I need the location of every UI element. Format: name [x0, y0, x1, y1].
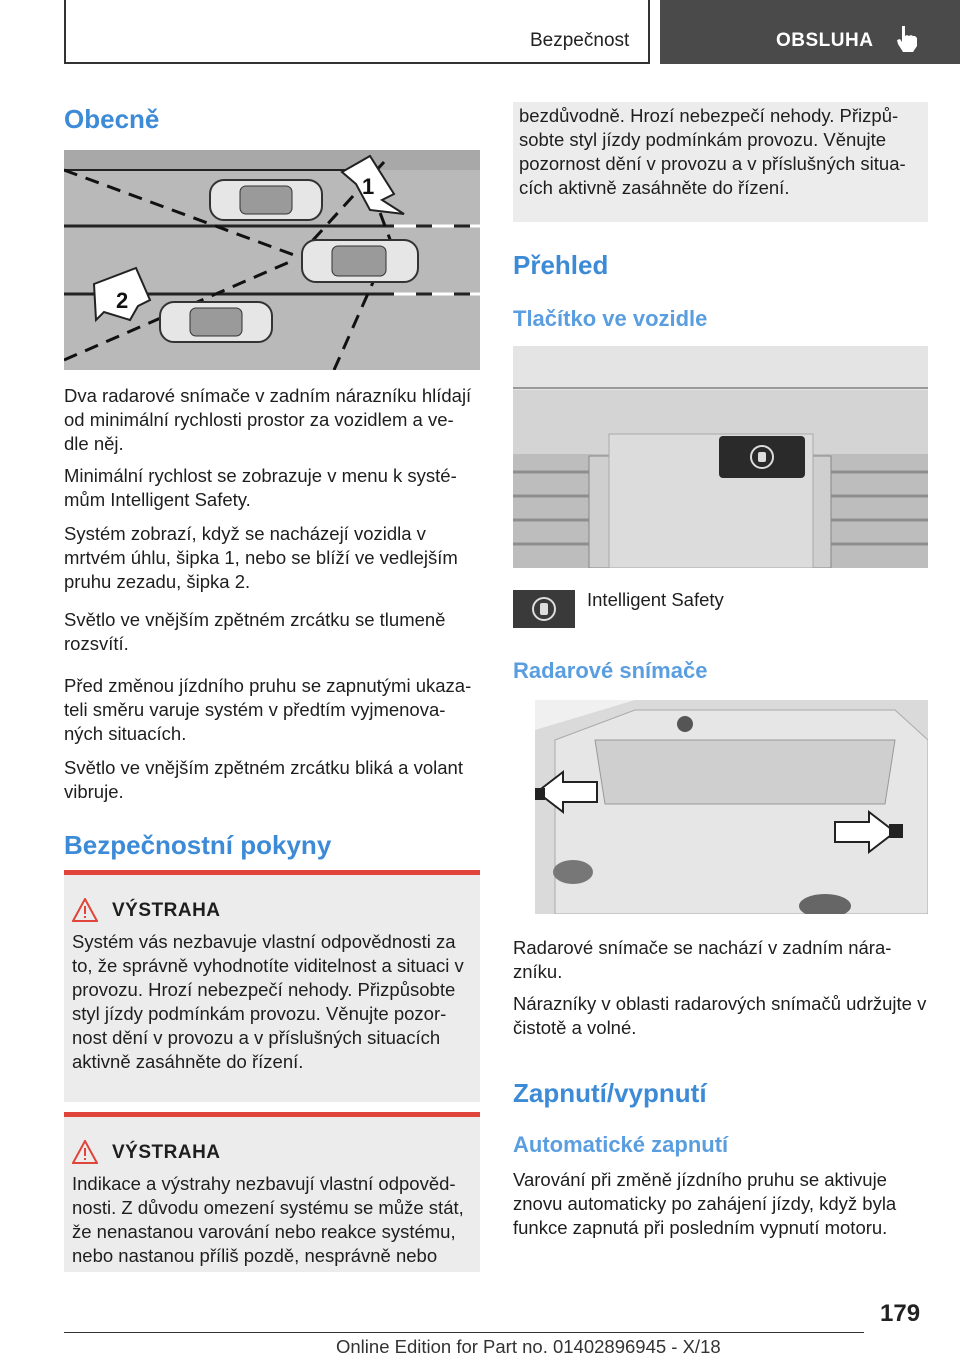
subheading-automaticke-zapnuti: Automatické zapnutí — [513, 1132, 729, 1157]
paragraph-obecne-2: Minimální rychlost se zobrazuje v menu k systé-mům Intelligent Safety. — [64, 465, 457, 510]
heading-prehled: Přehled — [513, 250, 609, 280]
paragraph-obecne-3: Systém zobrazí, když se nacházejí vozidla v mrtvém úhlu, šipka 1, nebo se blíží ve vedlejším pruhu zezadu, šipka 2. — [64, 523, 458, 592]
blind-spot-illustration — [64, 150, 480, 370]
paragraph-obecne-4: Světlo ve vnějším zpětném zrcátku se tlumeně rozsvítí. — [64, 609, 446, 654]
paragraph-obecne-6: Světlo ve vnějším zpětném zrcátku bliká a volant vibruje. — [64, 757, 463, 802]
page-number: 179 — [880, 1300, 921, 1327]
heading-obecne: Obecně — [64, 104, 160, 134]
rear-bumper-photo — [535, 700, 928, 914]
hand-pointer-icon — [894, 24, 922, 54]
car-3 — [160, 302, 272, 342]
header-section-title: Bezpečnost — [530, 30, 630, 51]
paragraph-obecne-5: Před změnou jízdního pruhu se zapnutými ukaza-teli směru varuje systém v předtím vyjmenova-ných situacích. — [64, 675, 472, 744]
warning-triangle-icon — [72, 1140, 98, 1164]
heading-zapnuti-vypnuti: Zapnutí/vypnutí — [513, 1078, 707, 1108]
warning-bar — [64, 870, 480, 875]
car-2 — [302, 240, 418, 282]
paragraph-radar-1: Radarové snímače se nachází v zadním nára-zníku. — [513, 937, 892, 982]
subheading-tlacitko: Tlačítko ve vozidle — [513, 306, 708, 331]
warning-box-1 — [64, 870, 480, 1102]
paragraph-auto-zapnuti: Varování při změně jízdního pruhu se aktivuje znovu automaticky po zahájení jízdy, když byla funkce zapnutá při posledním vypnutí motoru. — [513, 1169, 897, 1238]
warning-box-continued — [513, 102, 928, 222]
paragraph-obecne-1: Dva radarové snímače v zadním nárazníku hlídají od minimální rychlosti prostor za vozidlem a ve-dle něj. — [64, 385, 472, 454]
arrow-1-label: 1 — [362, 174, 375, 199]
warning-title: VÝSTRAHA — [112, 900, 221, 921]
warning-bar — [64, 1112, 480, 1117]
dashboard-button-photo — [513, 346, 928, 568]
warning-body-continued: bezdůvodně. Hrozí nebezpečí nehody. Přizpů-sobte styl jízdy podmínkám provozu. Věnujte pozornost dění v provozu a v příslušných situa-cích aktivně zasáhněte do řízení. — [519, 105, 906, 198]
intelligent-safety-icon — [513, 590, 575, 628]
subheading-radarove-snimace: Radarové snímače — [513, 658, 708, 683]
warning-box-2 — [64, 1112, 480, 1272]
footer-divider — [64, 1332, 864, 1333]
paragraph-radar-2: Nárazníky v oblasti radarových snímačů udržujte v čistotě a volné. — [513, 993, 927, 1038]
car-1 — [210, 180, 322, 220]
heading-bezpecnostni-pokyny: Bezpečnostní pokyny — [64, 830, 332, 860]
intelligent-safety-label: Intelligent Safety — [587, 589, 724, 610]
arrow-2-label: 2 — [116, 288, 129, 313]
warning-title: VÝSTRAHA — [112, 1142, 221, 1163]
warning-body: Indikace a výstrahy nezbavují vlastní odpověd-nosti. Z důvodu omezení systému se může stát, že nenastanou varování nebo reakce systému, nebo nastanou příliš pozdě, nesprávně nebo — [72, 1173, 464, 1266]
warning-body: Systém vás nezbavuje vlastní odpovědnosti za to, že správně vyhodnotíte viditelnost a situaci v provozu. Hrozí nebezpečí nehody. Přizpůsobte styl jízdy podmínkám provozu. Věnujte pozor-nost dění v provozu a v příslušných situacích aktivně zasáhněte do řízení. — [72, 931, 464, 1072]
header-chapter-title: OBSLUHA — [776, 30, 874, 51]
footer-edition: Online Edition for Part no. 01402896945 - X/18 — [336, 1336, 721, 1357]
warning-triangle-icon — [72, 898, 98, 922]
